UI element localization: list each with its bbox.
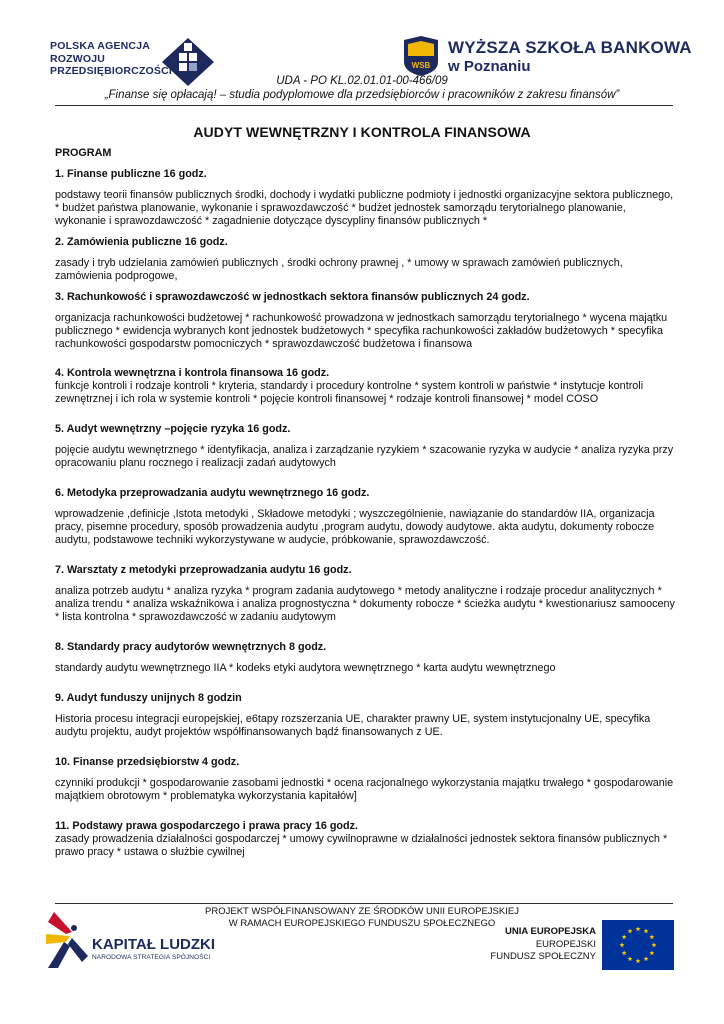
- program-label: PROGRAM: [55, 147, 112, 159]
- kapital-ludzki-logo: [46, 912, 216, 972]
- parp-line-1: POLSKA AGENCJA: [50, 40, 151, 52]
- program-section-2: [55, 236, 675, 283]
- program-section-11: [55, 820, 675, 859]
- program-section-3: [55, 291, 675, 351]
- eu-social-fund-logo: [484, 920, 674, 972]
- wsb-badge-icon: [404, 36, 438, 76]
- section-body: funkcje kontroli i rodzaje kontroli * kryteria, standardy i procedury kontrolne * system kontroli w państwie * instytucje kontroli zewnętrznej i ich rola w systemie kontroli * pojęcie kontroli finansowej * rodzaje kontroli finansowej * model COSO: [55, 380, 644, 405]
- section-body: analiza potrzeb audytu * analiza ryzyka * program zadania audytowego * metody analityczne i rodzaje procedur analitycznych * analiza trendu * analiza wskaźnikowa i analiza prognostyczna * dokumenty robocze * ścieżka audytu * kwestionariusz samooceny * lista kontrolna * sprawozdawczość w zadaniu audytowym: [55, 585, 675, 623]
- section-heading: 11. Podstawy prawa gospodarczego i prawa pracy 16 godz.: [55, 820, 359, 832]
- wsb-name: WYŻSZA SZKOŁA BANKOWA: [448, 38, 692, 57]
- section-body: organizacja rachunkowości budżetowej * rachunkowość prowadzona w jednostkach samorządu terytorialnego * wycena majątku publicznego * ewidencja wybranych kont jednostek budżetowych * specyfika rachunkowości zakładów budżetowych * specyfika rachunkowości gospodarstw pomocniczych * sprawozdawczość budżetowa i finansowa: [55, 312, 668, 350]
- section-body: Historia procesu integracji europejskiej, e6tapy rozszerzania UE, charakter prawny UE, system instytucjonalny UE, specyfika audytu projektu, audyt projektów współfinansowanych bądź finansowanych z UE.: [55, 713, 651, 738]
- footer-divider: [55, 903, 673, 904]
- parp-line-3: PRZEDSIĘBIORCZOŚCI: [50, 65, 173, 77]
- section-heading: 7. Warsztaty z metodyki przeprowadzania audytu 16 godz.: [55, 564, 352, 576]
- program-section-7: [55, 564, 675, 624]
- section-body: podstawy teorii finansów publicznych środki, dochody i wydatki publiczne podmioty i jednostki organizacyjne sektora publicznego, * budżet państwa planowanie, wykonanie i sprawozdawczość * budżet jednostek samorządu terytorialnego planowanie, wykonanie i sprawozdawczość * zagadnienie dotyczące dyscypliny finansów publicznych *: [55, 189, 674, 227]
- eu-label-line-2: EUROPEJSKI: [535, 939, 596, 950]
- section-body: wprowadzenie ,definicje ,Istota metodyki , Składowe metodyki ; wyszczególnienie, nawiązanie do standardów IIA, organizacja pracy, pisemne procedury, sposób prowadzenia audytu ,program audytu, dowody audytowe. akta audytu, dokumenty robocze audytu, podstawowe techniki wykorzystywane w audycie, próbkowanie, sprawozdawczość.: [55, 508, 655, 546]
- kapital-ludzki-subtitle: NARODOWA STRATEGIA SPÓJNOŚCI: [92, 954, 211, 961]
- header-divider: [55, 105, 673, 106]
- section-heading: 4. Kontrola wewnętrzna i kontrola finansowa 16 godz.: [55, 367, 330, 379]
- eu-label-line-1: UNIA EUROPEJSKA: [505, 926, 596, 937]
- program-section-9: [55, 692, 675, 739]
- section-body: standardy audytu wewnętrznego IIA * kodeks etyki audytora wewnętrznego * karta audytu wewnętrznego: [55, 662, 556, 674]
- footer-cofinancing-line-2: W RAMACH EUROPEJSKIEGO FUNDUSZU SPOŁECZNEGO: [228, 918, 496, 929]
- section-heading: 1. Finanse publiczne 16 godz.: [55, 168, 207, 180]
- section-heading: 10. Finanse przedsiębiorstw 4 godz.: [55, 756, 240, 768]
- wsb-logo: [404, 36, 692, 80]
- program-section-1: [55, 168, 675, 228]
- program-section-8: [55, 641, 675, 675]
- footer-cofinancing-line-1: PROJEKT WSPÓŁFINANSOWANY ZE ŚRODKÓW UNII EUROPEJSKIEJ: [205, 906, 519, 917]
- section-body: zasady prowadzenia działalności gospodarczej * umowy cywilnoprawne w działalności jednostek sektora finansów publicznych * prawo pracy * ustawa o służbie cywilnej: [55, 833, 668, 858]
- section-body: czynniki produkcji * gospodarowanie zasobami jednostki * ocena racjonalnego wykorzystania majątku trwałego * gospodarowanie majątkiem obrotowym * problematyka wykorzystania kapitałów]: [55, 777, 674, 802]
- section-heading: 8. Standardy pracy audytorów wewnętrznych 8 godz.: [55, 641, 327, 653]
- section-heading: 9. Audyt funduszy unijnych 8 godzin: [55, 692, 242, 704]
- section-heading: 6. Metodyka przeprowadzania audytu wewnętrznego 16 godz.: [55, 487, 370, 499]
- project-code: UDA - PO KL.02.01.01-00-466/09: [276, 75, 448, 87]
- page-header: [0, 0, 724, 112]
- eu-label-line-3: FUNDUSZ SPOŁECZNY: [490, 951, 596, 962]
- project-subtitle: „Finanse się opłacają! – studia podyplomowe dla przedsiębiorców i pracowników z zakresu finansów”: [104, 89, 620, 101]
- section-heading: 3. Rachunkowość i sprawozdawczość w jednostkach sektora finansów publicznych 24 godz.: [55, 291, 530, 303]
- program-section-10: [55, 756, 675, 803]
- parp-logo-text: [50, 40, 172, 78]
- kapital-ludzki-name: KAPITAŁ LUDZKI: [92, 936, 216, 953]
- document-title: AUDYT WEWNĘTRZNY I KONTROLA FINANSOWA: [193, 124, 531, 140]
- section-heading: 5. Audyt wewnętrzny –pojęcie ryzyka 16 godz.: [55, 423, 291, 435]
- program-content: [55, 147, 675, 859]
- program-section-6: [55, 487, 675, 547]
- section-body: pojęcie audytu wewnętrznego * identyfikacja, analiza i zarządzanie ryzykiem * szacowanie ryzyka w audycie * analiza ryzyka przy opracowaniu planu rocznego i realizacji zadań audytowych: [55, 444, 674, 469]
- section-heading: 2. Zamówienia publiczne 16 godz.: [55, 236, 228, 248]
- wsb-city: w Poznaniu: [448, 58, 531, 75]
- program-section-4: [55, 367, 675, 406]
- wsb-badge-text: WSB: [411, 61, 431, 70]
- program-section-5: [55, 423, 675, 470]
- section-body: zasady i tryb udzielania zamówień publicznych , środki ochrony prawnej , * umowy w sprawach zamówień publicznych, zamówienia podprogowe,: [55, 257, 623, 282]
- kapital-ludzki-star-icon: [46, 912, 88, 968]
- eu-flag-icon: [602, 920, 674, 970]
- parp-line-2: ROZWOJU: [50, 52, 106, 65]
